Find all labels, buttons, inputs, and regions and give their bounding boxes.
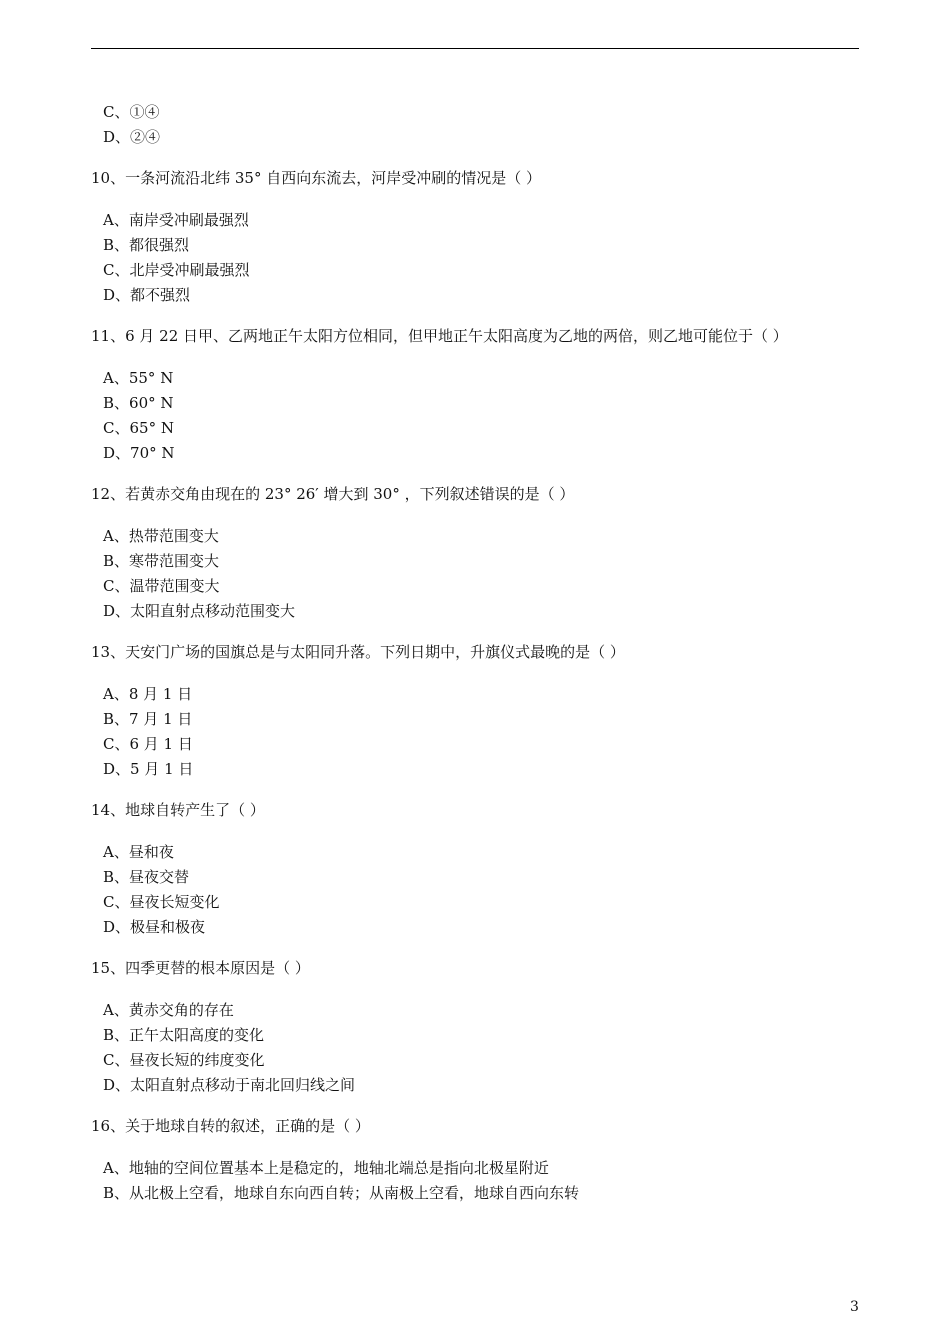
q12-option-c: C、温带范围变大 bbox=[103, 577, 220, 595]
q12-option-d: D、太阳直射点移动范围变大 bbox=[103, 602, 296, 620]
q14-option-c: C、昼夜长短变化 bbox=[103, 893, 220, 911]
question-11: 11、6 月 22 日甲、乙两地正午太阳方位相同，但甲地正午太阳高度为乙地的两倍，则乙地可能位于（ ） bbox=[91, 327, 788, 345]
q14-option-b: B、昼夜交替 bbox=[103, 868, 190, 886]
page-number: 3 bbox=[850, 1299, 859, 1315]
q12-option-b: B、寒带范围变大 bbox=[103, 552, 220, 570]
q10-option-b: B、都很强烈 bbox=[103, 236, 190, 254]
question-16: 16、关于地球自转的叙述，正确的是（ ） bbox=[91, 1117, 370, 1135]
q14-option-a: A、昼和夜 bbox=[103, 843, 174, 861]
q13-option-d: D、5 月 1 日 bbox=[103, 760, 194, 778]
q13-option-a: A、8 月 1 日 bbox=[103, 685, 193, 703]
question-13: 13、天安门广场的国旗总是与太阳同升落。下列日期中，升旗仪式最晚的是（ ） bbox=[91, 643, 625, 661]
q13-option-b: B、7 月 1 日 bbox=[103, 710, 193, 728]
q16-option-b: B、从北极上空看，地球自东向西自转；从南极上空看，地球自西向东转 bbox=[103, 1184, 580, 1202]
question-14: 14、地球自转产生了（ ） bbox=[91, 801, 265, 819]
question-15: 15、四季更替的根本原因是（ ） bbox=[91, 959, 310, 977]
q15-option-c: C、昼夜长短的纬度变化 bbox=[103, 1051, 265, 1069]
question-12: 12、若黄赤交角由现在的 23° 26′ 增大到 30° ，下列叙述错误的是（ ） bbox=[91, 485, 575, 503]
q11-option-a: A、55° N bbox=[103, 369, 174, 387]
q15-option-a: A、黄赤交角的存在 bbox=[103, 1001, 234, 1019]
q14-option-d: D、极昼和极夜 bbox=[103, 918, 206, 936]
q10-option-c: C、北岸受冲刷最强烈 bbox=[103, 261, 250, 279]
q10-option-d: D、都不强烈 bbox=[103, 286, 191, 304]
q15-option-d: D、太阳直射点移动于南北回归线之间 bbox=[103, 1076, 356, 1094]
option-d-prev: D、②④ bbox=[103, 128, 161, 146]
q11-option-c: C、65° N bbox=[103, 419, 174, 437]
question-10: 10、一条河流沿北纬 35° 自西向东流去，河岸受冲刷的情况是（ ） bbox=[91, 169, 541, 187]
q12-option-a: A、热带范围变大 bbox=[103, 527, 219, 545]
q13-option-c: C、6 月 1 日 bbox=[103, 735, 193, 753]
q11-option-b: B、60° N bbox=[103, 394, 174, 412]
q16-option-a: A、地轴的空间位置基本上是稳定的，地轴北端总是指向北极星附近 bbox=[103, 1159, 549, 1177]
header-rule bbox=[91, 48, 859, 49]
q11-option-d: D、70° N bbox=[103, 444, 175, 462]
q15-option-b: B、正午太阳高度的变化 bbox=[103, 1026, 265, 1044]
q10-option-a: A、南岸受冲刷最强烈 bbox=[103, 211, 249, 229]
option-c-prev: C、①④ bbox=[103, 103, 160, 121]
